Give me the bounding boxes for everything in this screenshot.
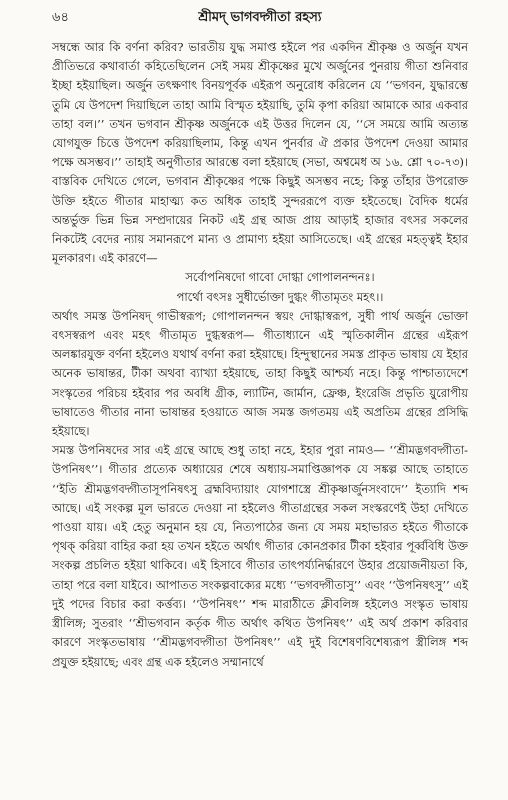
paragraph-2: অর্থাৎ সমস্ত উপনিষদ্ গাভীস্বরূপ; গোপালনন্দন স্বয়ং দোগ্ধাস্বরূপ, সুধী পার্থ অর্জুন ভোক্তা বৎসস্বরূপ এবং মহৎ গীতামৃত দুগ্ধস্বরূপ— গীতাধ্যানে এই স্মৃতিকালীন গ্রন্থের এইরূপ অলঙ্কারযুক্ত বর্ণনা হইলেও যথার্থ বর্ণনা করা হইয়াছে। হিন্দুস্থানের সমস্ত প্রাকৃত ভাষায় যে ইহার অনেক ভাষান্তর, টীকা অথবা ব্যাখ্যা হইয়াছে, তাহা কিছুই আশ্চর্য্য নহে। কিন্তু পাশ্চাত্যদেশে সংস্কৃতের পরিচয় হইবার পর অবধি গ্রীক, ল্যাটিন, জার্মান, ফ্রেঞ্চ, ইংরেজি প্রভৃতি য়ুরোপীয় ভাষাতেও গীতার নানা ভাষান্তর হওয়াতে আজ সমস্ত জগতময় এই অপ্রতিম গ্রন্থের প্রসিদ্ধি হইয়াছে। bbox=[52, 308, 468, 439]
verse-line-2: পার্থো বৎসঃ সুধীর্ভোক্তা দুগ্ধং গীতামৃতং মহৎ।। bbox=[176, 289, 384, 304]
page-header bbox=[52, 8, 468, 38]
verse-block bbox=[52, 268, 468, 306]
page-body bbox=[52, 38, 468, 672]
paragraph-1: সম্বন্ধে আর কি বর্ণনা করিব? ভারতীয় যুদ্ধ সমাপ্ত হইলে পর একদিন শ্রীকৃষ্ণ ও অর্জুন যখন প্রীতিভরে কথাবার্তা কহিতেছিলেন সেই সময় শ্রীকৃষ্ণের মুখে অর্জুনের পুনরায় গীতা শুনিবার ইচ্ছা হইয়াছিল। অর্জুন তৎক্ষণাৎ বিনয়পূর্বক এইরূপ অনুরোধ করিলেন যে ‘‘ভগবন, যুদ্ধারম্ভে তুমি যে উপদেশ দিয়াছিলে তাহা আমি বিস্মৃত হইয়াছি, তুমি কৃপা করিয়া আমাকে আর একবার তাহা বল।’’ তখন ভগবান শ্রীকৃষ্ণ অর্জুনকে এই উত্তর দিলেন যে, ‘‘সে সময়ে আমি অত্যন্ত যোগযুক্ত চিত্তে উপদেশ করিয়াছিলাম, কিন্তু এখন পুনর্বার ঐ প্রকার উপদেশ দেওয়া আমার পক্ষে অসম্ভব।’’ তাহাই অনুগীতার আরম্ভে বলা হইয়াছে (সভা, অশ্বমেধ অ ১৬. শ্লো ৭০-৭৩)। বাস্তবিক দেখিতে গেলে, ভগবান শ্রীকৃষ্ণের পক্ষে কিছুই অসম্ভব নহে; কিন্তু তাঁহার উপরোক্ত উক্তি হইতে গীতার মাহাত্ম্য কত অধিক তাহাই সুন্দররূপে ব্যক্ত হইতেছে। বৈদিক ধর্মের অন্তর্ভুক্ত ভিন্ন ভিন্ন সম্প্রদায়ের নিকট এই গ্রন্থ আজ প্রায় আড়াই হাজার বৎসর সকলের নিকটেই বেদের ন্যায় সমানরূপে মান্য ও প্রামাণ্য হইয়া আসিতেছে। এই গ্রন্থের মহত্ত্বই ইহার মূলকারণ। এই কারণে— bbox=[52, 40, 468, 266]
page-number: ৬৪ bbox=[52, 10, 69, 25]
verse-line-1: সর্বোপনিষদো গাবো দোগ্ধা গোপালনন্দনঃ। bbox=[185, 270, 375, 285]
paragraph-3: সমস্ত উপনিষদের সার এই গ্রন্থে আছে শুধু তাহা নহে, ইহার পুরা নামও— ‘‘শ্রীমদ্ভগবদ্গীতা-উপনিষৎ’’। গীতার প্রত্যেক অধ্যায়ের শেষে অধ্যায়-সমাপ্তিজ্ঞাপক যে সঙ্কল্প আছে তাহাতে ‘‘ইতি শ্রীমদ্ভগবদ্গীতাসূপনিষৎসু ব্রহ্মবিদ্যায়াং যোগশাস্ত্রে শ্রীকৃষ্ণার্জুনসংবাদে’’ ইত্যাদি শব্দ আছে। এই সংকল্প মূল ভারতে দেওয়া না হইলেও গীতাগ্রন্থের সকল সংস্করণেই উহা দেখিতে পাওয়া যায়। এই হেতু অনুমান হয় যে, নিত্যপাঠের জন্য যে সময় মহাভারত হইতে গীতাকে পৃথক্ করিয়া বাহির করা হয় তখন হইতে অর্থাৎ গীতার কোনপ্রকার টীকা হইবার পূর্ব্ববিধি উক্ত সংকল্প প্রচলিত হইয়া থাকিবে। এই হিসাবে গীতার তাৎপর্য্যনির্দ্ধারণে উহার প্রয়োজনীয়তা কি, তাহা পরে বলা যাইবে। আপাতত সংকল্পবাক্যের মধ্যে ‘‘ভগবদ্গীতাসু’’ এবং ‘‘উপনিষৎসু’’ এই দুই পদের বিচার করা কর্ত্তব্য। ‘‘উপনিষৎ’’ শব্দ মারাঠীতে ক্লীবলিঙ্গ হইলেও সংস্কৃত ভাষায় স্ত্রীলিঙ্গ; সুতরাং ‘‘শ্রীভগবান কর্তৃক গীত অর্থাৎ কথিত উপনিষৎ’’ এই অর্থ প্রকাশ করিবার কারণে সংস্কৃতভাষায় ‘‘শ্রীমদ্ভগবদ্গীতা উপনিষৎ’’ এই দুই বিশেষণবিশেষ্যরূপ স্ত্রীলিঙ্গ শব্দ প্রযুক্ত হইয়াছে; এবং গ্রন্থ এক হইলেও সম্মানার্থে bbox=[52, 443, 468, 669]
running-title: শ্রীমদ্ ভাগবদ্গীতা রহস্য bbox=[198, 10, 322, 25]
